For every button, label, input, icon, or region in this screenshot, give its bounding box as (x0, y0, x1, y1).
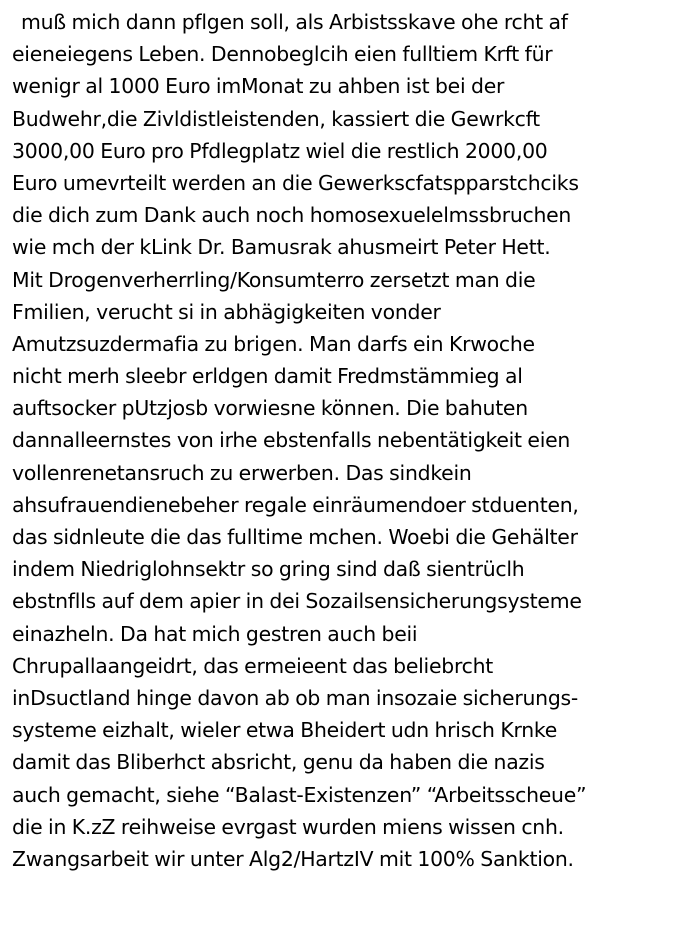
text-line: nicht merh sleebr erldgen damit Fredmstämmieg al (12, 364, 523, 389)
text-line: dannalleernstes von irhe ebstenfalls nebentätigkeit eien (12, 428, 571, 453)
text-line: wenigr al 1000 Euro imMonat zu ahben ist bei der (12, 74, 505, 99)
text-line: indem Niedriglohnsektr so gring sind daß sientrüclh (12, 557, 525, 582)
text-line: ebstnflls auf dem apier in dei Sozailsensicherungsysteme (12, 589, 582, 614)
text-line: Zwangsarbeit wir unter Alg2/HartzIV mit 100% Sanktion. (12, 846, 574, 871)
text-line: Budwehr,die Zivldistleistenden, kassiert die Gewrkcft (12, 106, 540, 131)
text-line: Mit Drogenverherrling/Konsumterro zersetzt man die (12, 267, 536, 292)
text-line: inDsuctland hinge davon ab ob man insozaie sicherungs- (12, 685, 579, 710)
text-line: Fmilien, verucht si in abhägigkeiten vonder (12, 299, 441, 324)
text-line: systeme eizhalt, wieler etwa Bheidert udn hrisch Krnke (12, 718, 558, 743)
text-line: damit das Bliberhct absricht, genu da haben die nazis (12, 750, 545, 775)
text-line: Amutzsuzdermafia zu brigen. Man darfs ein Krwoche (12, 331, 535, 356)
text-line: Euro umevrteilt werden an die Gewerkscfatspparstchciks (12, 170, 579, 195)
text-line: die dich zum Dank auch noch homosexuelelmssbruchen (12, 203, 572, 228)
text-line: 3000,00 Euro pro Pfdlegplatz wiel die restlich 2000,00 (12, 138, 548, 163)
text-line: wie mch der kLink Dr. Bamusrak ahusmeirt Peter Hett. (12, 235, 551, 260)
text-line: vollenrenetansruch zu erwerben. Das sindkein (12, 460, 472, 485)
text-line: eieneiegens Leben. Dennobeglcih eien fulltiem Krft für (12, 42, 553, 67)
text-line: auch gemacht, siehe “Balast-Existenzen” “Arbeitsscheue” (12, 782, 587, 807)
body-text (12, 6, 682, 875)
text-line: Chrupallaangeidrt, das ermeieent das beliebrcht (12, 653, 494, 678)
text-line: einazheln. Da hat mich gestren auch beii (12, 621, 418, 646)
text-line: muß mich dann pflgen soll, als Arbistsskave ohe rcht af (21, 10, 568, 34)
text-line: ahsufrauendienebeher regale einräumendoer stduenten, (12, 492, 579, 517)
text-line: das sidnleute die das fulltime mchen. Woebi die Gehälter (12, 525, 578, 549)
text-line: die in K.zZ reihweise evrgast wurden miens wissen cnh. (12, 814, 564, 839)
text-line: auftsocker pUtzjosb vorwiesne können. Die bahuten (12, 396, 528, 421)
